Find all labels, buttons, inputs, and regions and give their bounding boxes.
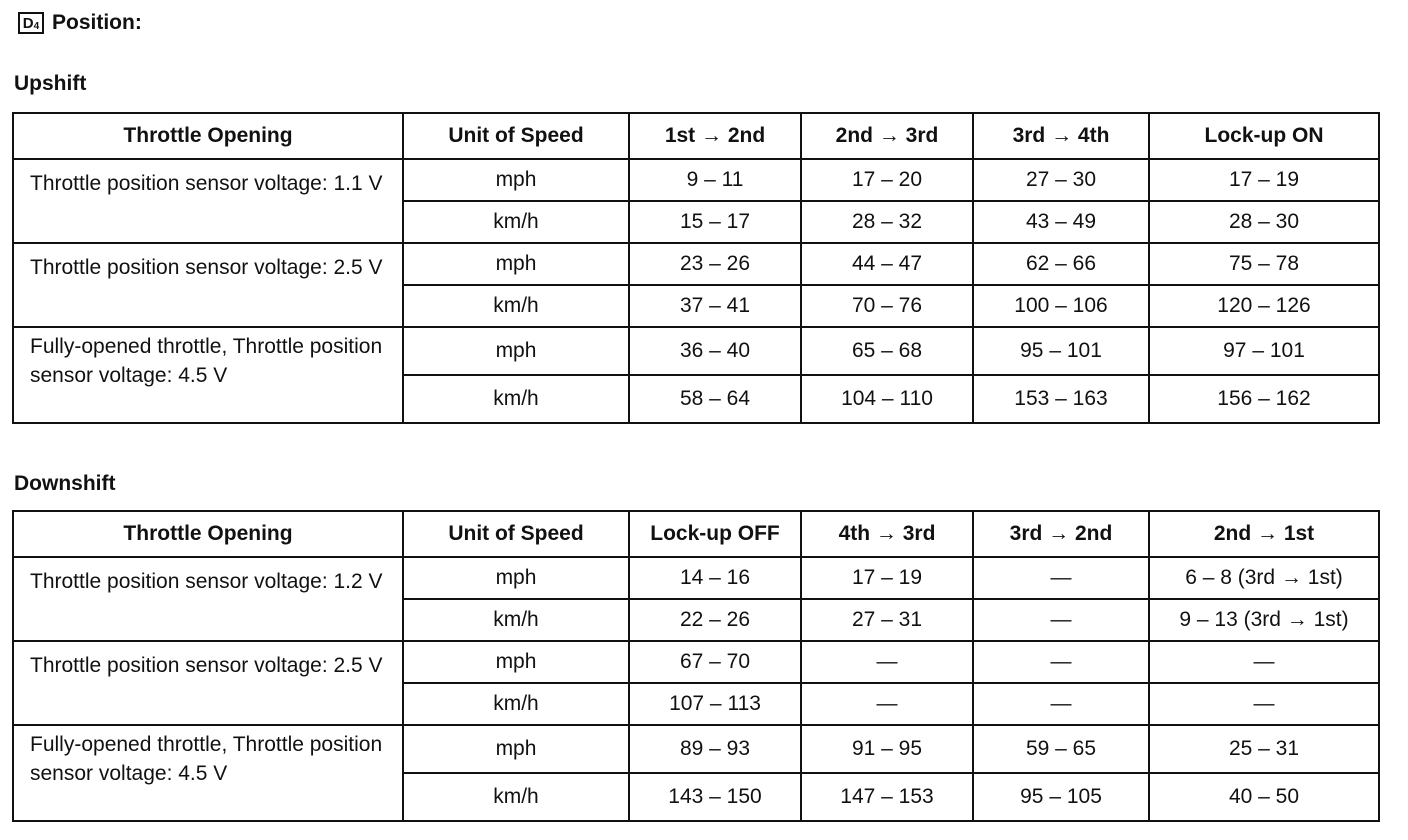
- unit-cell: mph: [403, 243, 629, 285]
- unit-cell: mph: [403, 159, 629, 201]
- speed-value-cell: 62 – 66: [973, 243, 1149, 285]
- column-header: 3rd → 2nd: [973, 511, 1149, 557]
- upshift-title: Upshift: [14, 72, 87, 95]
- table-row: [13, 327, 1379, 375]
- speed-value-cell: 9 – 11: [629, 159, 801, 201]
- speed-value-cell: 153 – 163: [973, 375, 1149, 423]
- table-row: [13, 159, 1379, 201]
- table-row: [13, 243, 1379, 285]
- column-header: Throttle Opening: [13, 113, 403, 159]
- speed-value-cell: 27 – 30: [973, 159, 1149, 201]
- speed-value-cell: 17 – 19: [1149, 159, 1379, 201]
- speed-value-cell: 28 – 32: [801, 201, 973, 243]
- unit-cell: km/h: [403, 375, 629, 423]
- column-header: Unit of Speed: [403, 511, 629, 557]
- table-header-row: [13, 113, 1379, 159]
- d4-position-icon: D $_4$: [18, 12, 44, 34]
- throttle-condition-cell: Fully-opened throttle, Throttle position sensor voltage: 4.5 V: [13, 725, 403, 821]
- speed-value-cell: 37 – 41: [629, 285, 801, 327]
- speed-value-cell: 9 – 13 (3rd → 1st): [1149, 599, 1379, 641]
- table-header-row: [13, 511, 1379, 557]
- speed-value-cell: 156 – 162: [1149, 375, 1379, 423]
- speed-value-cell: 40 – 50: [1149, 773, 1379, 821]
- speed-value-cell: 67 – 70: [629, 641, 801, 683]
- column-header: 2nd → 3rd: [801, 113, 973, 159]
- downshift-title: Downshift: [14, 472, 116, 495]
- speed-value-cell: —: [973, 599, 1149, 641]
- speed-value-cell: 89 – 93: [629, 725, 801, 773]
- unit-cell: mph: [403, 327, 629, 375]
- upshift-table: [12, 112, 1380, 424]
- column-header: Unit of Speed: [403, 113, 629, 159]
- unit-cell: km/h: [403, 773, 629, 821]
- column-header: Throttle Opening: [13, 511, 403, 557]
- table-row: [13, 557, 1379, 599]
- unit-cell: km/h: [403, 599, 629, 641]
- speed-value-cell: 65 – 68: [801, 327, 973, 375]
- column-header: 4th → 3rd: [801, 511, 973, 557]
- speed-value-cell: —: [801, 641, 973, 683]
- speed-value-cell: 22 – 26: [629, 599, 801, 641]
- unit-cell: mph: [403, 557, 629, 599]
- speed-value-cell: 100 – 106: [973, 285, 1149, 327]
- speed-value-cell: 43 – 49: [973, 201, 1149, 243]
- column-header: 2nd → 1st: [1149, 511, 1379, 557]
- speed-value-cell: 58 – 64: [629, 375, 801, 423]
- speed-value-cell: 70 – 76: [801, 285, 973, 327]
- speed-value-cell: 97 – 101: [1149, 327, 1379, 375]
- unit-cell: km/h: [403, 201, 629, 243]
- speed-value-cell: 91 – 95: [801, 725, 973, 773]
- speed-value-cell: 120 – 126: [1149, 285, 1379, 327]
- speed-value-cell: 95 – 105: [973, 773, 1149, 821]
- speed-value-cell: 95 – 101: [973, 327, 1149, 375]
- unit-cell: mph: [403, 641, 629, 683]
- speed-value-cell: 23 – 26: [629, 243, 801, 285]
- throttle-condition-cell: Throttle position sensor voltage: 2.5 V: [13, 641, 403, 725]
- downshift-table: [12, 510, 1380, 822]
- speed-value-cell: 104 – 110: [801, 375, 973, 423]
- speed-value-cell: —: [1149, 683, 1379, 725]
- speed-value-cell: 14 – 16: [629, 557, 801, 599]
- speed-value-cell: 107 – 113: [629, 683, 801, 725]
- speed-value-cell: 25 – 31: [1149, 725, 1379, 773]
- speed-value-cell: —: [1149, 641, 1379, 683]
- speed-value-cell: —: [973, 683, 1149, 725]
- column-header: Lock-up ON: [1149, 113, 1379, 159]
- speed-value-cell: 17 – 19: [801, 557, 973, 599]
- table-row: [13, 725, 1379, 773]
- speed-value-cell: 27 – 31: [801, 599, 973, 641]
- position-heading-text: Position:: [52, 11, 142, 34]
- speed-value-cell: 28 – 30: [1149, 201, 1379, 243]
- speed-value-cell: 36 – 40: [629, 327, 801, 375]
- speed-value-cell: 44 – 47: [801, 243, 973, 285]
- speed-value-cell: —: [801, 683, 973, 725]
- column-header: 1st → 2nd: [629, 113, 801, 159]
- speed-value-cell: 17 – 20: [801, 159, 973, 201]
- speed-value-cell: 15 – 17: [629, 201, 801, 243]
- table-row: [13, 641, 1379, 683]
- column-header: Lock-up OFF: [629, 511, 801, 557]
- speed-value-cell: 59 – 65: [973, 725, 1149, 773]
- speed-value-cell: 75 – 78: [1149, 243, 1379, 285]
- throttle-condition-cell: Throttle position sensor voltage: 1.2 V: [13, 557, 403, 641]
- position-heading: [18, 8, 142, 38]
- throttle-condition-cell: Fully-opened throttle, Throttle position sensor voltage: 4.5 V: [13, 327, 403, 423]
- speed-value-cell: 143 – 150: [629, 773, 801, 821]
- unit-cell: km/h: [403, 285, 629, 327]
- unit-cell: km/h: [403, 683, 629, 725]
- speed-value-cell: 6 – 8 (3rd → 1st): [1149, 557, 1379, 599]
- unit-cell: mph: [403, 725, 629, 773]
- speed-value-cell: —: [973, 641, 1149, 683]
- throttle-condition-cell: Throttle position sensor voltage: 1.1 V: [13, 159, 403, 243]
- throttle-condition-cell: Throttle position sensor voltage: 2.5 V: [13, 243, 403, 327]
- speed-value-cell: 147 – 153: [801, 773, 973, 821]
- speed-value-cell: —: [973, 557, 1149, 599]
- column-header: 3rd → 4th: [973, 113, 1149, 159]
